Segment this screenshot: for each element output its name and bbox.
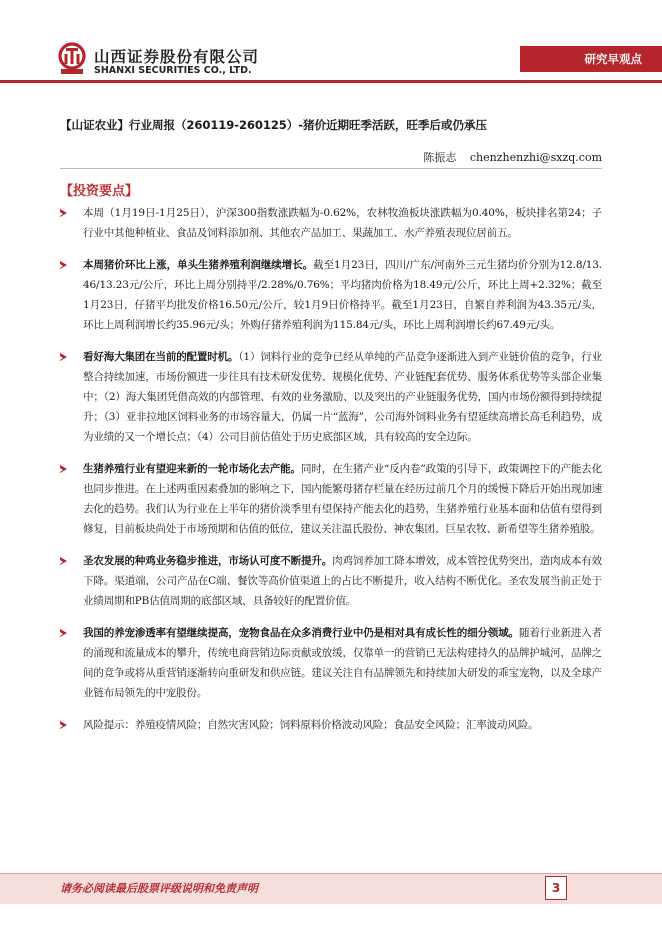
author-line (423, 149, 602, 165)
header-divider (0, 80, 662, 83)
bullet-lead: 圣农发展的种鸡业务稳步推进，市场认可度不断提升。 (83, 555, 333, 567)
company-name-cn: 山西证券股份有限公司 (94, 48, 260, 66)
company-logo-icon (57, 40, 87, 76)
key-points-list (60, 203, 602, 747)
bullet-text (83, 203, 602, 243)
section-heading: 【投资要点】 (60, 184, 139, 199)
bullet-text (83, 255, 602, 335)
bullet-body: 本周（1月19日-1月25日），沪深300指数涨跌幅为-0.62%，农林牧渔板块涨跌幅为0.40%，板块排名第24；子行业中其他种植业、食品及饲料添加剂、其他农产品加工、果蔬加工、水产养殖表现位居前五。 (83, 207, 602, 239)
page-number: 3 (545, 876, 567, 900)
bullet-lead: 生猪养殖行业有望迎来新的一轮市场化去产能。 (83, 463, 301, 475)
list-item (60, 203, 602, 243)
bullet-body: 随着行业新进入者的涌现和流量成本的攀升，传统电商营销边际贡献或放缓，仅靠单一的营销已无法构建持久的品牌护城河，品牌之间的竞争或将从重营销逐渐转向重研发和供应链。建议关注自有品牌领先和持续加大研发的乖宝宠物，以及全球产业链布局领先的中宠股份。 (83, 627, 602, 699)
report-title: 【山证农业】行业周报（260119-260125）-猪价近期旺季活跃，旺季后或仍承压 (60, 118, 487, 132)
page-header (0, 0, 662, 100)
author-email: chenzhenzhi@sxzq.com (469, 151, 602, 164)
bullet-arrow-icon (60, 261, 68, 270)
section-label: 研究早观点 (584, 52, 642, 66)
bullet-text (83, 715, 602, 735)
bullet-arrow-icon (60, 465, 68, 474)
bullet-arrow-icon (60, 557, 68, 566)
author-name: 陈振志 (423, 151, 457, 164)
bullet-arrow-icon (60, 721, 68, 730)
list-item (60, 347, 602, 447)
bullet-text (83, 459, 602, 539)
list-item (60, 255, 602, 335)
bullet-arrow-icon (60, 353, 68, 362)
bullet-lead: 我国的养宠渗透率有望继续提高，宠物食品在众多消费行业中仍是相对具有成长性的细分领域。 (83, 627, 519, 639)
author-divider (60, 168, 602, 169)
bullet-lead: 看好海大集团在当前的配置时机。 (83, 351, 239, 363)
bullet-arrow-icon (60, 629, 68, 638)
list-item (60, 623, 602, 703)
bullet-body: （1）饲料行业的竞争已经从单纯的产品竞争逐渐进入到产业链价值的竞争，行业整合持续加速，市场份额进一步往具有技术研发优势、规模化优势、产业链配套优势、服务体系优势等头部企业集中；（2）海大集团凭借高效的内部管理、有效的业务激励、以及突出的产业链服务优势，国内市场份额得到持续提升；（3）亚非拉地区饲料业务的市场容量大，仍属一片“蓝海”，公司海外饲料业务有望延续高增长高毛利趋势，成为业绩的又一个增长点；（4）公司目前估值处于历史底部区域，具有较高的安全边际。 (83, 351, 603, 443)
bullet-text (83, 347, 602, 447)
bullet-body: 同时，在生猪产业“反内卷”政策的引导下，政策调控下的产能去化也同步推进。在上述两重因素叠加的影响之下，国内能繁母猪存栏量在经历过前几个月的缓慢下降后开始出现加速去化的趋势。我们认为行业在上半年的猪价淡季里有望保持产能去化的趋势，生猪养殖行业基本面和估值有望得到修复，目前板块尚处于市场预期和估值的低位，建议关注温氏股份、神农集团、巨星农牧、新希望等生猪养殖股。 (83, 463, 602, 535)
bullet-body: 肉鸡饲养加工降本增效，成本管控优势突出，造肉成本有效下降。渠道端，公司产品在C端、餐饮等高价值渠道上的占比不断提升，收入结构不断优化。圣农发展当前正处于业绩周期和PB估值周期的底部区域，具备较好的配置价值。 (83, 555, 602, 607)
list-item (60, 459, 602, 539)
bullet-text (83, 551, 602, 611)
bullet-body: 风险提示：养殖疫情风险；自然灾害风险；饲料原料价格波动风险；食品安全风险；汇率波动风险。 (83, 719, 539, 731)
bullet-arrow-icon (60, 209, 68, 218)
bullet-text (83, 623, 602, 703)
list-item (60, 715, 602, 735)
bullet-body: 截至1月23日，四川/广东/河南外三元生猪均价分别为12.8/13.46/13.23元/公斤，环比上周分别持平/2.28%/0.76%；平均猪肉价格为18.49元/公斤，环比上周+2.32%；截至1月23日，仔猪平均批发价格16.50元/公斤，较1月9日价格持平。截至1月23日，自繁自养利润为43.35元/头，环比上周利润增长约35.96元/头；外购仔猪养殖利润为115.84元/头，环比上周利润增长约67.49元/头。 (83, 259, 602, 331)
list-item (60, 551, 602, 611)
company-name-en: SHANXI SECURITIES CO., LTD. (94, 65, 252, 76)
bullet-lead: 本周猪价环比上涨，单头生猪养殖利润继续增长。 (83, 259, 314, 271)
footer-disclaimer: 请务必阅读最后股票评级说明和免责声明 (60, 882, 258, 895)
